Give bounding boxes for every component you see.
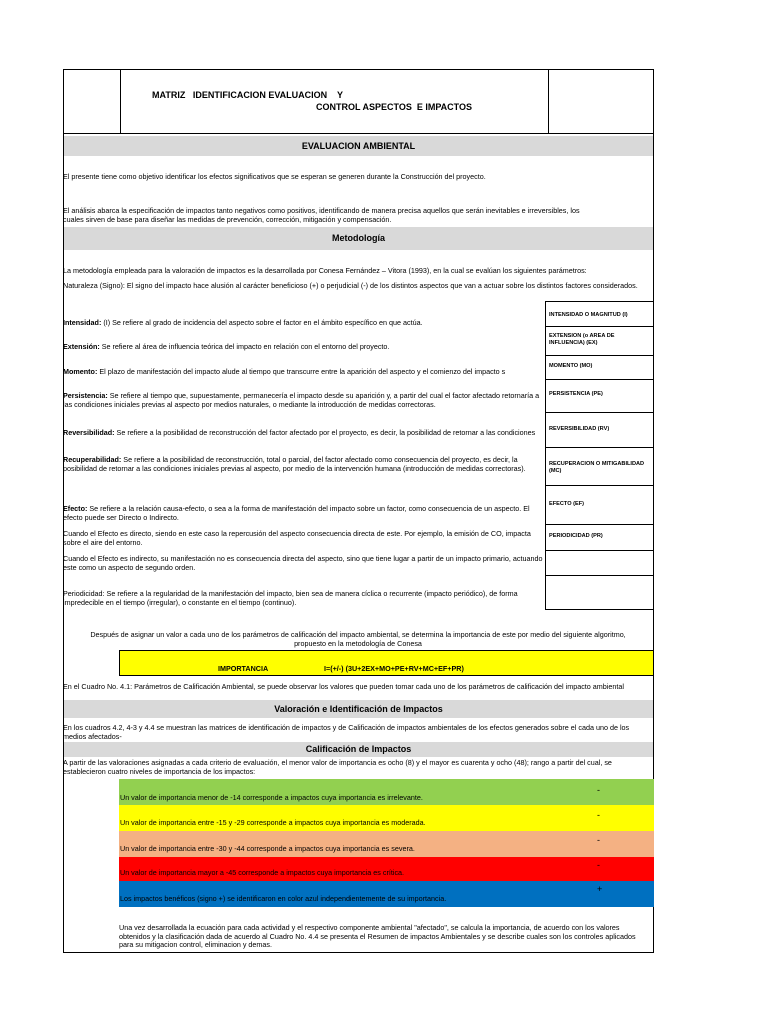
metodo-extension: Extensión: Se refiere al área de influencia teórica del impacto en relación con el entorno del proyecto. — [63, 343, 390, 351]
param-label-extension: EXTENSION (o AREA DE INFLUENCIA) (EX) — [549, 333, 615, 346]
metodo-momento: Momento: El plazo de manifestación del impacto alude al tiempo que transcurre entre la aparición del aspecto y el comienzo del impacto s — [63, 368, 506, 376]
level-row-beneficos — [119, 881, 654, 907]
param-label-persistencia: PERSISTENCIA (PE) — [549, 391, 603, 397]
algoritmo-line1: Después de asignar un valor a cada uno de los parámetros de calificación del impacto ambiental, se determina la importancia de este por medio del siguiente algoritmo, — [90, 631, 626, 639]
cuadro-text: En el Cuadro No. 4.1: Parámetros de Calificación Ambiental, se puede observar los valores que pueden tomar cada uno de los parámetros de calificación del impacto ambiental — [63, 682, 624, 691]
header-left-cell — [64, 70, 121, 133]
metodo-persistencia: Persistencia: Se refiere al tiempo que, supuestamente, permanecería el impacto desde su aparición y, a partir del cual el factor afectado retornaría a las condiciones iniciales previas al aspecto por medios naturales, o mediante la introducción de medidas correctoras. — [63, 391, 540, 409]
level-sign: - — [597, 835, 600, 845]
param-divider — [546, 326, 654, 327]
level-row-critica — [119, 857, 654, 881]
param-label-periodicidad: PERIODICIDAD (PR) — [549, 533, 603, 539]
calificacion-text: A partir de las valoraciones asignadas a cada criterio de evaluación, el menor valor de importancia es ocho (8) y el mayor es cuarenta y ocho (48); rango a partir del cual, se establecieron cuatro niveles de importancia de los impactos: — [63, 758, 612, 776]
param-label-recuperacion: RECUPERACION O MITIGABILIDAD (MC) — [549, 461, 645, 474]
level-text: Un valor de importancia entre -15 y -29 corresponde a impactos cuya importancia es moderada. — [120, 818, 426, 827]
importancia-label: IMPORTANCIA — [218, 664, 269, 673]
metodo-efecto: Efecto: Se refiere a la relación causa-efecto, o sea a la forma de manifestación del impacto sobre un factor, como consecuencia de un aspecto. El efecto puede ser Directo o Indirecto. — [63, 504, 530, 522]
metodo-intro: La metodología empleada para la valoración de impactos es la desarrollada por Conesa Fernández – Vitora (1993), en la cual se evalúan los siguientes parámetros: — [63, 267, 587, 275]
metodo-intensidad: Intensidad: (I) Se refiere al grado de incidencia del aspecto sobre el factor en el ámbito específico en que actúa. — [63, 319, 423, 327]
param-divider — [546, 412, 654, 413]
header-title-line2: CONTROL ASPECTOS E IMPACTOS — [316, 102, 473, 112]
level-text: Los impactos benéficos (signo +) se identificaron en color azul independientemente de su importancia. — [120, 894, 447, 903]
metodo-indirecto: Cuando el Efecto es indirecto, su manifestación no es consecuencia directa del aspecto, sino que tiene lugar a partir de un impacto primario, actuando este como un aspecto de segundo orden. — [63, 554, 543, 572]
section-calificacion: Calificación de Impactos — [64, 742, 653, 757]
level-sign: - — [597, 785, 600, 795]
level-sign: - — [597, 860, 600, 870]
param-divider — [546, 575, 654, 576]
metodo-reversibilidad: Reversibilidad: Se refiere a la posibilidad de reconstrucción del factor afectado por el proyecto, es decir, la posibilidad de retornar a las condiciones — [63, 428, 536, 437]
level-row-severa — [119, 831, 654, 857]
valoracion-text: En los cuadros 4.2, 4-3 y 4.4 se muestran las matrices de identificación de impactos y de Calificación de impactos ambientales de los efectos generados sobre el cada uno de los medios afectados- — [63, 723, 630, 741]
level-text: Un valor de importancia mayor a -45 corresponde a impactos cuya importancia es crítica. — [120, 868, 405, 877]
param-label-efecto: EFECTO (EF) — [549, 501, 585, 507]
header-title-line1: MATRIZ IDENTIFICACION EVALUACION Y — [152, 90, 343, 100]
level-text: Un valor de importancia menor de -14 corresponde a impactos cuya importancia es irrelevante. — [120, 793, 423, 802]
closing-text: Una vez desarrollada la ecuación para cada actividad y el respectivo componente ambiental "afectado", se calcula la importancia, de acuerdo con los valores obtenidos y la clasificación dada de acuerdo al Cuadro No. 4.4 se presenta el Resumen de impactos Ambientales y se describe cuales son los controles aplicados para su mitigacion control, eliminacion y demas. — [119, 923, 636, 950]
algoritmo-line2: propuesto en la metodología de Conesa — [294, 640, 422, 648]
level-row-moderada — [119, 805, 654, 831]
section-valoracion: Valoración e Identificación de Impactos — [64, 700, 653, 718]
param-label-intensidad: INTENSIDAD O MAGNITUD (I) — [549, 312, 628, 318]
param-divider — [546, 609, 654, 610]
content-bottom-border — [63, 952, 654, 953]
param-divider — [546, 355, 654, 356]
level-row-irrelevante — [119, 779, 654, 805]
param-divider — [546, 379, 654, 380]
param-divider — [546, 485, 654, 486]
importancia-formula-box — [119, 650, 653, 676]
param-table — [545, 301, 654, 610]
intro-p2a: El análisis abarca la especificación de impactos tanto negativos como positivos, identificando de manera precisa aquellos que serán inevitables e irreversibles, los — [63, 207, 580, 215]
metodo-periodicidad: Periodicidad: Se refiere a la regularidad de la manifestación del impacto, bien sea de manera cíclica o recurrente (impacto periódico), de forma impredecible en el tiempo (irregular), o constante en el tiempo (continuo). — [63, 589, 518, 607]
intro-p1: El presente tiene como objetivo identificar los efectos significativos que se esperan se generen durante la Construcción del proyecto. — [63, 173, 486, 181]
level-sign: - — [597, 810, 600, 820]
param-label-reversibilidad: REVERSIBILIDAD (RV) — [549, 426, 610, 432]
header-right-cell — [548, 70, 654, 133]
metodo-directo: Cuando el Efecto es directo, siendo en este caso la repercusión del aspecto consecuencia directa de este. Por ejemplo, la emisión de CO, impacta sobre el aire del entorno. — [63, 529, 531, 547]
param-divider — [546, 524, 654, 525]
level-sign: + — [597, 884, 603, 894]
section-evaluacion: EVALUACION AMBIENTAL — [64, 136, 653, 156]
intro-p2b: cuales sirven de base para diseñar las medidas de prevención, corrección, mitigación y compensación. — [63, 216, 392, 224]
metodo-recuperabilidad: Recuperabilidad: Se refiere a la posibilidad de reconstrucción, total o parcial, del factor afectado como consecuencia del proyecto, es decir, la posibilidad de retornar a las condiciones iniciales previas al aspecto, por medio de la intervención humana (introducción de medidas correctoras). — [63, 455, 526, 473]
metodo-naturaleza: Naturaleza (Signo): El signo del impacto hace alusión al carácter beneficioso (+) o perjudicial (-) de los distintos aspectos que van a actuar sobre los distintos factores considerados. — [63, 281, 638, 290]
header-box — [63, 69, 654, 134]
level-text: Un valor de importancia entre -30 y -44 corresponde a impactos cuya importancia es severa. — [120, 844, 415, 853]
section-metodologia: Metodología — [64, 227, 653, 250]
param-label-momento: MOMENTO (MO) — [549, 363, 593, 369]
param-divider — [546, 447, 654, 448]
importancia-formula: I=(+/-) (3U+2EX+MO+PE+RV+MC+EF+PR) — [324, 664, 464, 673]
param-divider — [546, 550, 654, 551]
